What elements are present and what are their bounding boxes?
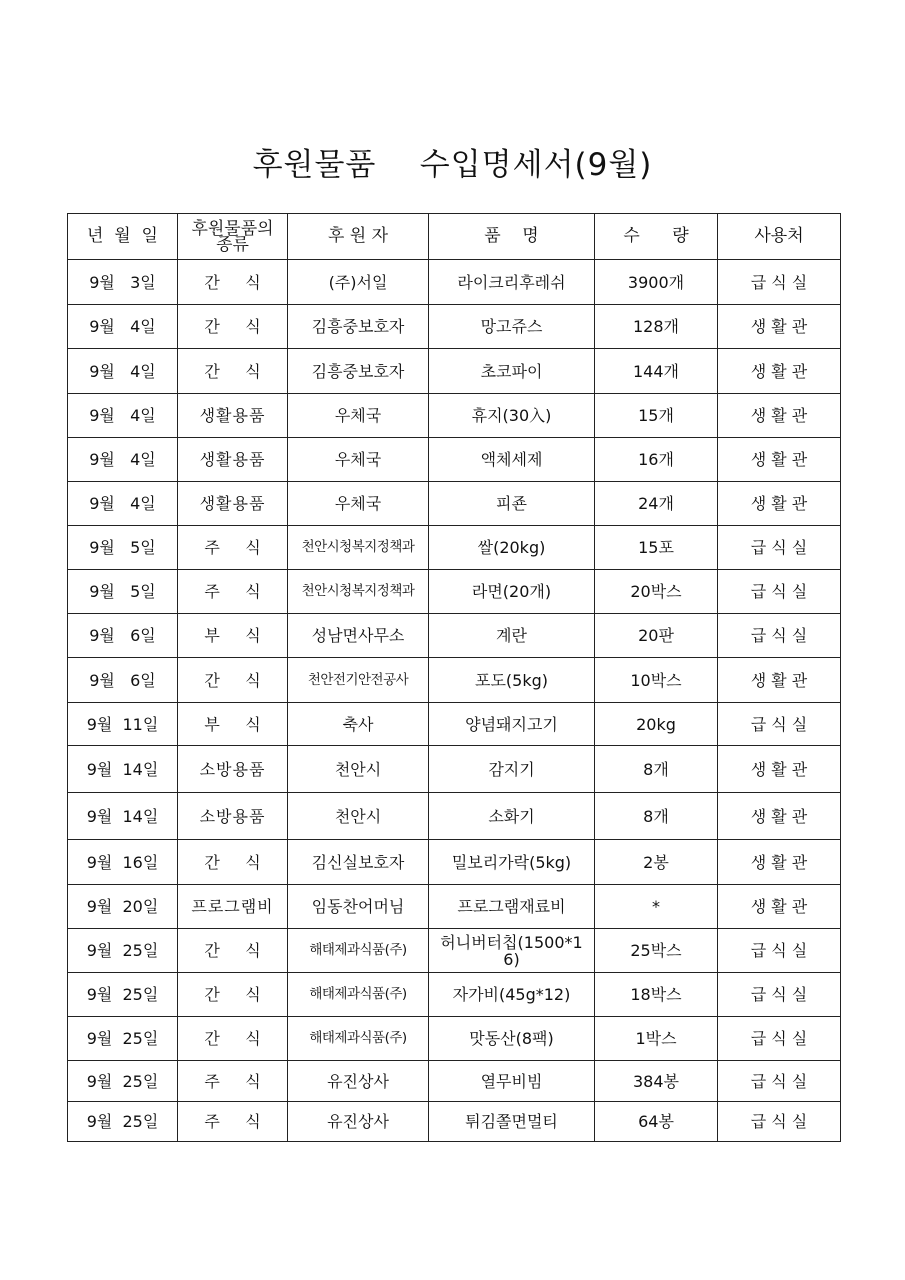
cell-date: 9월 4일 — [68, 305, 178, 349]
cell-qty: 16개 — [595, 438, 718, 482]
cell-item: 포도(5kg) — [429, 658, 595, 703]
cell-type: 생활용품 — [178, 482, 288, 526]
cell-qty: * — [595, 885, 718, 929]
cell-item: 계란 — [429, 614, 595, 658]
cell-item: 액체세제 — [429, 438, 595, 482]
cell-qty: 18박스 — [595, 973, 718, 1017]
cell-dest: 생 활 관 — [718, 349, 841, 394]
cell-dest: 급 식 실 — [718, 1061, 841, 1102]
table-row — [68, 746, 841, 793]
cell-type: 간 식 — [178, 929, 288, 973]
cell-qty: 15개 — [595, 394, 718, 438]
cell-type: 주 식 — [178, 1061, 288, 1102]
cell-item: 열무비빔 — [429, 1061, 595, 1102]
table-row — [68, 394, 841, 438]
cell-type: 생활용품 — [178, 438, 288, 482]
cell-donor: 임동찬어머님 — [288, 885, 429, 929]
cell-dest: 급 식 실 — [718, 614, 841, 658]
column-header-type: 후원물품의 종류 — [178, 214, 288, 260]
cell-dest: 급 식 실 — [718, 973, 841, 1017]
cell-dest: 생 활 관 — [718, 840, 841, 885]
cell-item: 자가비(45g*12) — [429, 973, 595, 1017]
cell-type: 부 식 — [178, 703, 288, 746]
cell-date: 9월 14일 — [68, 793, 178, 840]
table-row — [68, 260, 841, 305]
cell-type: 주 식 — [178, 1102, 288, 1142]
cell-date: 9월 5일 — [68, 526, 178, 570]
cell-item: 소화기 — [429, 793, 595, 840]
cell-type: 간 식 — [178, 658, 288, 703]
table-row — [68, 614, 841, 658]
cell-date: 9월 25일 — [68, 1102, 178, 1142]
cell-donor: 김흥중보호자 — [288, 305, 429, 349]
cell-item: 튀김쫄면멀티 — [429, 1102, 595, 1142]
cell-donor: 성남면사무소 — [288, 614, 429, 658]
cell-date: 9월 5일 — [68, 570, 178, 614]
cell-qty: 1박스 — [595, 1017, 718, 1061]
cell-donor: 해태제과식품(주) — [288, 1017, 429, 1061]
cell-type: 간 식 — [178, 305, 288, 349]
cell-donor: 우체국 — [288, 482, 429, 526]
cell-type: 소방용품 — [178, 793, 288, 840]
cell-type: 간 식 — [178, 1017, 288, 1061]
cell-qty: 3900개 — [595, 260, 718, 305]
cell-qty: 2봉 — [595, 840, 718, 885]
cell-donor: 천안시 — [288, 746, 429, 793]
donation-table — [67, 213, 841, 1142]
cell-donor: 축사 — [288, 703, 429, 746]
cell-dest: 급 식 실 — [718, 703, 841, 746]
cell-donor: 해태제과식품(주) — [288, 929, 429, 973]
table-row — [68, 840, 841, 885]
column-header-qty: 수 량 — [595, 214, 718, 260]
column-header-date: 년 월 일 — [68, 214, 178, 260]
cell-item: 밀보리가락(5kg) — [429, 840, 595, 885]
cell-item: 양념돼지고기 — [429, 703, 595, 746]
cell-date: 9월 20일 — [68, 885, 178, 929]
cell-qty: 64봉 — [595, 1102, 718, 1142]
cell-type: 소방용품 — [178, 746, 288, 793]
cell-item: 프로그램재료비 — [429, 885, 595, 929]
cell-type: 주 식 — [178, 570, 288, 614]
cell-type: 프로그램비 — [178, 885, 288, 929]
cell-donor: 유진상사 — [288, 1061, 429, 1102]
cell-date: 9월 11일 — [68, 703, 178, 746]
cell-dest: 생 활 관 — [718, 746, 841, 793]
cell-qty: 128개 — [595, 305, 718, 349]
cell-donor: 유진상사 — [288, 1102, 429, 1142]
cell-dest: 생 활 관 — [718, 885, 841, 929]
table-row — [68, 1017, 841, 1061]
table-row — [68, 438, 841, 482]
cell-item: 초코파이 — [429, 349, 595, 394]
cell-type: 주 식 — [178, 526, 288, 570]
cell-dest: 생 활 관 — [718, 658, 841, 703]
cell-date: 9월 25일 — [68, 973, 178, 1017]
table-row — [68, 885, 841, 929]
cell-dest: 급 식 실 — [718, 929, 841, 973]
table-body — [68, 260, 841, 1142]
cell-type: 부 식 — [178, 614, 288, 658]
cell-item: 라이크리후레쉬 — [429, 260, 595, 305]
cell-donor: 천안시청복지정책과 — [288, 570, 429, 614]
table-row — [68, 929, 841, 973]
table-row — [68, 305, 841, 349]
cell-date: 9월 4일 — [68, 482, 178, 526]
cell-item: 라면(20개) — [429, 570, 595, 614]
cell-qty: 20판 — [595, 614, 718, 658]
cell-donor: 해태제과식품(주) — [288, 973, 429, 1017]
cell-date: 9월 4일 — [68, 349, 178, 394]
cell-dest: 급 식 실 — [718, 260, 841, 305]
cell-qty: 384봉 — [595, 1061, 718, 1102]
cell-donor: 우체국 — [288, 394, 429, 438]
cell-item: 쌀(20kg) — [429, 526, 595, 570]
cell-qty: 15포 — [595, 526, 718, 570]
cell-dest: 급 식 실 — [718, 526, 841, 570]
cell-qty: 20kg — [595, 703, 718, 746]
cell-date: 9월 3일 — [68, 260, 178, 305]
cell-qty: 8개 — [595, 793, 718, 840]
cell-item: 맛동산(8팩) — [429, 1017, 595, 1061]
cell-date: 9월 14일 — [68, 746, 178, 793]
cell-qty: 144개 — [595, 349, 718, 394]
cell-dest: 생 활 관 — [718, 438, 841, 482]
cell-dest: 급 식 실 — [718, 1017, 841, 1061]
cell-dest: 생 활 관 — [718, 305, 841, 349]
cell-type: 간 식 — [178, 260, 288, 305]
column-header-item: 품 명 — [429, 214, 595, 260]
cell-donor: 김신실보호자 — [288, 840, 429, 885]
cell-item: 허니버터칩(1500*16) — [429, 929, 595, 973]
cell-date: 9월 6일 — [68, 658, 178, 703]
cell-qty: 8개 — [595, 746, 718, 793]
cell-date: 9월 4일 — [68, 394, 178, 438]
column-header-donor: 후 원 자 — [288, 214, 429, 260]
cell-donor: 김흥중보호자 — [288, 349, 429, 394]
cell-qty: 10박스 — [595, 658, 718, 703]
cell-dest: 급 식 실 — [718, 570, 841, 614]
cell-donor: 우체국 — [288, 438, 429, 482]
cell-dest: 생 활 관 — [718, 793, 841, 840]
cell-item: 휴지(30入) — [429, 394, 595, 438]
cell-dest: 생 활 관 — [718, 482, 841, 526]
table-row — [68, 570, 841, 614]
cell-qty: 25박스 — [595, 929, 718, 973]
cell-donor: 천안시 — [288, 793, 429, 840]
cell-type: 간 식 — [178, 349, 288, 394]
table-row — [68, 658, 841, 703]
cell-qty: 24개 — [595, 482, 718, 526]
cell-date: 9월 25일 — [68, 929, 178, 973]
cell-date: 9월 25일 — [68, 1017, 178, 1061]
cell-dest: 생 활 관 — [718, 394, 841, 438]
page-title: 후원물품 수입명세서(9월) — [252, 147, 653, 183]
cell-type: 간 식 — [178, 973, 288, 1017]
table-row — [68, 1102, 841, 1142]
cell-date: 9월 16일 — [68, 840, 178, 885]
column-header-dest: 사용처 — [718, 214, 841, 260]
cell-type: 간 식 — [178, 840, 288, 885]
table-row — [68, 1061, 841, 1102]
table-row — [68, 703, 841, 746]
cell-item: 감지기 — [429, 746, 595, 793]
table-row — [68, 482, 841, 526]
cell-item: 피죤 — [429, 482, 595, 526]
cell-donor: (주)서일 — [288, 260, 429, 305]
cell-qty: 20박스 — [595, 570, 718, 614]
cell-item: 망고쥬스 — [429, 305, 595, 349]
cell-type: 생활용품 — [178, 394, 288, 438]
table-row — [68, 349, 841, 394]
cell-date: 9월 6일 — [68, 614, 178, 658]
table-row — [68, 793, 841, 840]
table-row — [68, 526, 841, 570]
table-row — [68, 973, 841, 1017]
cell-date: 9월 4일 — [68, 438, 178, 482]
cell-donor: 천안시청복지정책과 — [288, 526, 429, 570]
table-header-row — [68, 214, 841, 260]
cell-date: 9월 25일 — [68, 1061, 178, 1102]
cell-dest: 급 식 실 — [718, 1102, 841, 1142]
cell-donor: 천안전기안전공사 — [288, 658, 429, 703]
